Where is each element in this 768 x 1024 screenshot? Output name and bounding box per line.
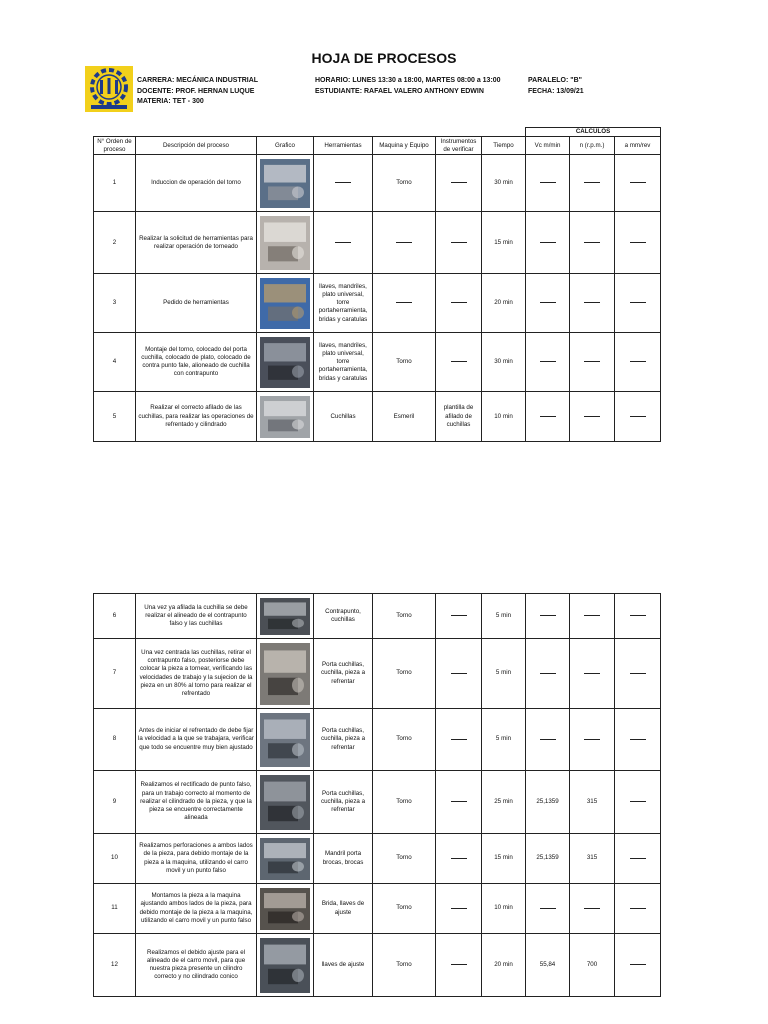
herramientas-cell: Porta cuchillas, cuchilla, pieza a refrentar [314, 709, 373, 771]
rpm-cell [570, 155, 615, 212]
tiempo-cell: 20 min [482, 934, 526, 997]
empty-dash [584, 415, 600, 417]
a-cell [615, 709, 661, 771]
col-descripcion: Descripción del proceso [136, 137, 257, 155]
a-cell [615, 274, 661, 333]
tiempo-cell: 15 min [482, 212, 526, 274]
rpm-cell [570, 392, 615, 442]
descripcion-cell: Realizamos perforaciones a ambos lados de la pieza, para debido montaje de la pieza a la maquina, utilizando el carro movil y un punto falso [136, 834, 257, 884]
grafico-cell [257, 155, 314, 212]
vc-cell: 25,1359 [526, 834, 570, 884]
empty-dash [451, 672, 467, 674]
tiempo-cell: 25 min [482, 771, 526, 834]
orden-cell: 2 [94, 212, 136, 274]
table-row [94, 771, 661, 834]
maquina-cell: Esmeril [373, 392, 436, 442]
empty-dash [584, 738, 600, 740]
empty-dash [540, 301, 556, 303]
orden-cell: 12 [94, 934, 136, 997]
orden-cell: 1 [94, 155, 136, 212]
rpm-cell: 315 [570, 771, 615, 834]
a-cell [615, 884, 661, 934]
grafico-cell [257, 771, 314, 834]
col-instrumentos: Instrumentos de verificar [436, 137, 482, 155]
vc-cell [526, 155, 570, 212]
empty-dash [540, 907, 556, 909]
orden-cell: 7 [94, 639, 136, 709]
paralelo-text: PARALELO: "B" [528, 77, 582, 84]
herramientas-cell: Brida, llaves de ajuste [314, 884, 373, 934]
instrumentos-cell [436, 594, 482, 639]
orden-cell: 9 [94, 771, 136, 834]
instrumentos-cell [436, 155, 482, 212]
empty-dash [451, 738, 467, 740]
empty-dash [584, 181, 600, 183]
empty-dash [540, 672, 556, 674]
vc-cell: 25,1359 [526, 771, 570, 834]
empty-dash [584, 907, 600, 909]
grafico-cell [257, 709, 314, 771]
descripcion-cell: Antes de iniciar el refrentado de debe fijar la velocidad a la que se trabajara, verificar que todo se encuentre muy bien ajustado [136, 709, 257, 771]
a-cell [615, 934, 661, 997]
process-photo [260, 159, 310, 208]
table-row [94, 155, 661, 212]
descripcion-cell: Realizar la solicitud de herramientas para realizar operación de torneado [136, 212, 257, 274]
instrumentos-cell [436, 884, 482, 934]
rpm-cell: 315 [570, 834, 615, 884]
table-row [94, 884, 661, 934]
orden-cell: 3 [94, 274, 136, 333]
herramientas-cell: llaves de ajuste [314, 934, 373, 997]
empty-dash [540, 181, 556, 183]
empty-dash [630, 415, 646, 417]
herramientas-cell: llaves, mandriles, plato universal, torre portaherramienta, bridas y caratulas [314, 333, 373, 392]
tiempo-cell: 5 min [482, 709, 526, 771]
grafico-cell [257, 834, 314, 884]
table-row [94, 934, 661, 997]
tiempo-cell: 5 min [482, 594, 526, 639]
calculos-header: CALCULOS [526, 128, 661, 137]
empty-dash [335, 241, 351, 243]
instrumentos-cell: plantilla de afilado de cuchillas [436, 392, 482, 442]
vc-cell: 55,84 [526, 934, 570, 997]
tiempo-cell: 30 min [482, 333, 526, 392]
descripcion-cell: Una vez ya afilada la cuchilla se debe realizar el alineado de el contrapunto falso y las cuchillas [136, 594, 257, 639]
a-cell [615, 333, 661, 392]
process-photo [260, 216, 310, 270]
rpm-cell [570, 594, 615, 639]
herramientas-cell: Porta cuchillas, cuchilla, pieza a refrentar [314, 771, 373, 834]
empty-dash [540, 360, 556, 362]
rpm-cell [570, 884, 615, 934]
rpm-cell [570, 639, 615, 709]
vc-cell [526, 639, 570, 709]
empty-dash [451, 963, 467, 965]
maquina-cell: Torno [373, 155, 436, 212]
table-row [94, 392, 661, 442]
table-row [94, 834, 661, 884]
col-n: n (r.p.m.) [570, 137, 615, 155]
vc-cell [526, 709, 570, 771]
carrera-text: CARRERA: MECÁNICA INDUSTRIAL [137, 77, 259, 84]
orden-cell: 11 [94, 884, 136, 934]
vc-cell [526, 274, 570, 333]
instrumentos-cell [436, 639, 482, 709]
col-a: a mm/rev [615, 137, 661, 155]
empty-dash [630, 963, 646, 965]
empty-dash [540, 415, 556, 417]
table-row [94, 333, 661, 392]
grafico-cell [257, 212, 314, 274]
rpm-cell [570, 333, 615, 392]
col-tiempo: Tiempo [482, 137, 526, 155]
grafico-cell [257, 884, 314, 934]
a-cell [615, 771, 661, 834]
a-cell [615, 392, 661, 442]
instrumentos-cell [436, 212, 482, 274]
grafico-cell [257, 934, 314, 997]
instrumentos-cell [436, 274, 482, 333]
herramientas-cell [314, 155, 373, 212]
empty-dash [584, 301, 600, 303]
empty-dash [630, 907, 646, 909]
page-title: HOJA DE PROCESOS [311, 50, 457, 66]
descripcion-cell: Pedido de herramientas [136, 274, 257, 333]
orden-cell: 4 [94, 333, 136, 392]
materia-text: MATERIA: TET - 300 [137, 98, 204, 105]
orden-cell: 6 [94, 594, 136, 639]
col-maquina: Maquina y Equipo [373, 137, 436, 155]
orden-cell: 8 [94, 709, 136, 771]
empty-dash [630, 301, 646, 303]
docente-text: DOCENTE: PROF. HERNAN LUQUE [137, 87, 255, 95]
empty-dash [630, 360, 646, 362]
maquina-cell [373, 274, 436, 333]
orden-cell: 5 [94, 392, 136, 442]
tiempo-cell: 10 min [482, 392, 526, 442]
fecha-text: FECHA: 13/09/21 [528, 87, 584, 95]
col-vc: Vc m/min [526, 137, 570, 155]
empty-dash [451, 614, 467, 616]
instrumentos-cell [436, 934, 482, 997]
descripcion-cell: Realizamos el debido ajuste para el alineado de el carro movil, para que nuestra pieza presente un cilindro correcto y no cilindrado conico [136, 934, 257, 997]
empty-dash [451, 360, 467, 362]
empty-dash [630, 672, 646, 674]
empty-dash [451, 800, 467, 802]
orden-cell: 10 [94, 834, 136, 884]
empty-dash [396, 301, 412, 303]
grafico-cell [257, 392, 314, 442]
tiempo-cell: 10 min [482, 884, 526, 934]
tiempo-cell: 5 min [482, 639, 526, 709]
empty-dash [540, 241, 556, 243]
process-photo [260, 278, 310, 329]
process-photo [260, 396, 310, 438]
col-grafico: Grafico [257, 137, 314, 155]
table-row [94, 639, 661, 709]
process-table-1 [93, 127, 661, 442]
process-photo [260, 938, 310, 993]
empty-dash [451, 301, 467, 303]
descripcion-cell: Una vez centrada las cuchillas, retirar el contrapunto falso, posteriorse debe colocar la pieza a tornear, verificando las velocidades de trabajo y la sujecion de la pieza en un 80% al torno para realizar el refrentado [136, 639, 257, 709]
empty-dash [396, 241, 412, 243]
herramientas-cell: llaves, mandriles, plato universal, torre portaherramienta, bridas y caratulas [314, 274, 373, 333]
table-row [94, 274, 661, 333]
instrumentos-cell [436, 834, 482, 884]
rpm-cell: 700 [570, 934, 615, 997]
instrumentos-cell [436, 771, 482, 834]
process-photo [260, 713, 310, 767]
a-cell [615, 639, 661, 709]
table-row [94, 594, 661, 639]
empty-dash [584, 360, 600, 362]
grafico-cell [257, 639, 314, 709]
empty-dash [630, 614, 646, 616]
empty-dash [630, 181, 646, 183]
empty-dash [630, 857, 646, 859]
herramientas-cell: Mandril porta brocas, brocas [314, 834, 373, 884]
rpm-cell [570, 274, 615, 333]
process-table-2 [93, 593, 661, 997]
empty-dash [540, 738, 556, 740]
tiempo-cell: 15 min [482, 834, 526, 884]
table-row [94, 709, 661, 771]
a-cell [615, 155, 661, 212]
empty-dash [451, 857, 467, 859]
process-photo [260, 838, 310, 880]
maquina-cell [373, 212, 436, 274]
process-photo [260, 598, 310, 635]
descripcion-cell: Realizamos el rectificado de punto falso, para un trabajo correcto al momento de realizar el cilindrado de la pieza, y que la pieza se encuentre correctamente alineada [136, 771, 257, 834]
herramientas-cell [314, 212, 373, 274]
maquina-cell: Torno [373, 333, 436, 392]
descripcion-cell: Montamos la pieza a la maquina ajustando ambos lados de la pieza, para debido montaje de la pieza a la maquina, utilizando el carro movil y un punto falso [136, 884, 257, 934]
empty-dash [630, 738, 646, 740]
herramientas-cell: Porta cuchillas, cuchilla, pieza a refrentar [314, 639, 373, 709]
herramientas-cell: Contrapunto, cuchillas [314, 594, 373, 639]
maquina-cell: Torno [373, 771, 436, 834]
process-photo [260, 888, 310, 930]
maquina-cell: Torno [373, 834, 436, 884]
tiempo-cell: 30 min [482, 155, 526, 212]
table-row [94, 212, 661, 274]
vc-cell [526, 884, 570, 934]
tiempo-cell: 20 min [482, 274, 526, 333]
empty-dash [584, 241, 600, 243]
horario-text: HORARIO: LUNES 13:30 a 18:00, MARTES 08:00 a 13:00 [315, 77, 501, 84]
rpm-cell [570, 212, 615, 274]
vc-cell [526, 594, 570, 639]
empty-dash [451, 907, 467, 909]
vc-cell [526, 392, 570, 442]
rpm-cell [570, 709, 615, 771]
empty-dash [630, 800, 646, 802]
instrumentos-cell [436, 333, 482, 392]
a-cell [615, 834, 661, 884]
col-herramientas: Herramientas [314, 137, 373, 155]
vc-cell [526, 333, 570, 392]
empty-dash [451, 181, 467, 183]
empty-dash [584, 614, 600, 616]
grafico-cell [257, 333, 314, 392]
process-photo [260, 643, 310, 705]
empty-dash [335, 181, 351, 183]
herramientas-cell: Cuchillas [314, 392, 373, 442]
maquina-cell: Torno [373, 594, 436, 639]
col-orden: N° Orden de proceso [94, 137, 136, 155]
maquina-cell: Torno [373, 884, 436, 934]
estudiante-text: ESTUDIANTE: RAFAEL VALERO ANTHONY EDWIN [315, 87, 484, 95]
process-photo [260, 337, 310, 388]
empty-dash [630, 241, 646, 243]
descripcion-cell: Realizar el correcto afilado de las cuchillas, para realizar las operaciones de refrentado y cilindrado [136, 392, 257, 442]
empty-dash [540, 614, 556, 616]
grafico-cell [257, 274, 314, 333]
instrumentos-cell [436, 709, 482, 771]
institution-logo-icon [85, 66, 133, 112]
maquina-cell: Torno [373, 934, 436, 997]
process-photo [260, 775, 310, 830]
descripcion-cell: Induccion de operación del torno [136, 155, 257, 212]
a-cell [615, 594, 661, 639]
descripcion-cell: Montaje del torno, colocado del porta cuchilla, colocado de plato, colocado de contra punto fale, alioneado de cuchilla con contrapunto [136, 333, 257, 392]
grafico-cell [257, 594, 314, 639]
maquina-cell: Torno [373, 639, 436, 709]
empty-dash [584, 672, 600, 674]
maquina-cell: Torno [373, 709, 436, 771]
empty-dash [451, 241, 467, 243]
a-cell [615, 212, 661, 274]
vc-cell [526, 212, 570, 274]
